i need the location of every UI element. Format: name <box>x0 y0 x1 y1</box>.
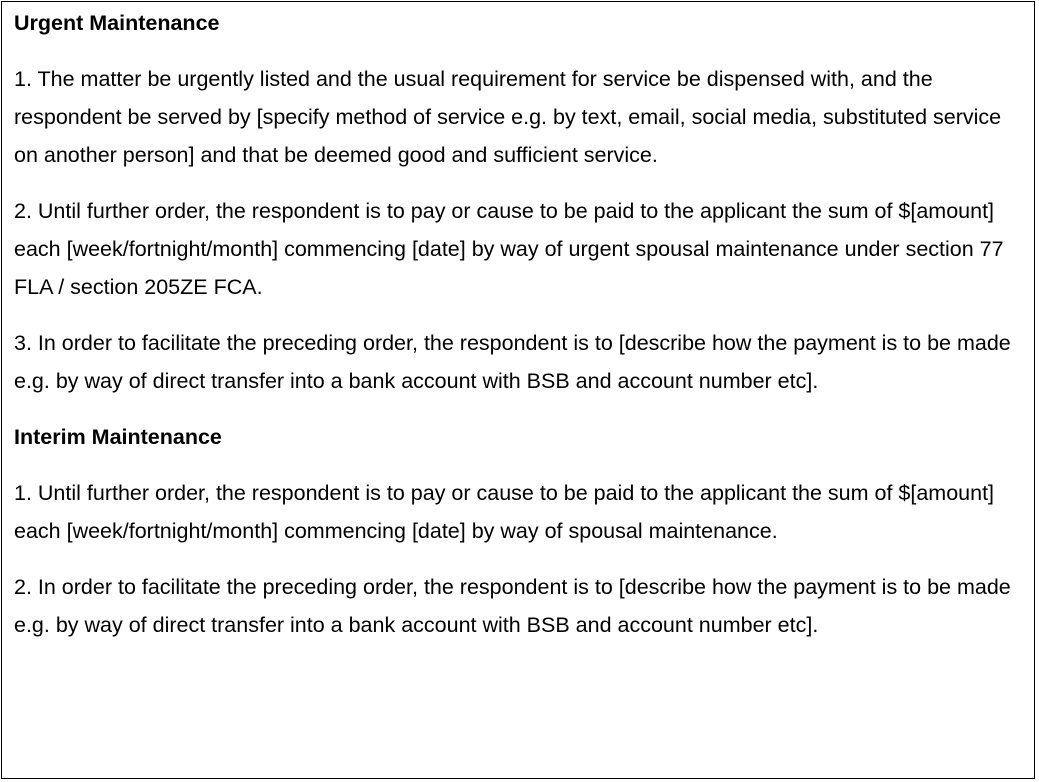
order-paragraph: 2. Until further order, the respondent is to pay or cause to be paid to the applicant the sum of $[amount] each [week/fortnight/month] commencing [date] by way of urgent spousal maintenance under section 77 FLA / section 205ZE FCA. <box>14 199 1004 299</box>
document-panel <box>1 1 1035 779</box>
section-urgent-maintenance <box>14 4 1022 400</box>
section-heading: Interim Maintenance <box>14 425 222 449</box>
order-paragraph: 1. Until further order, the respondent is to pay or cause to be paid to the applicant the sum of $[amount] each [week/fortnight/month] commencing [date] by way of spousal maintenance. <box>14 481 995 543</box>
section-interim-maintenance <box>14 418 1022 644</box>
order-paragraph: 2. In order to facilitate the preceding order, the respondent is to [describe how the payment is to be made e.g. by way of direct transfer into a bank account with BSB and account number etc]. <box>14 575 1011 637</box>
section-heading: Urgent Maintenance <box>14 11 220 35</box>
order-paragraph: 3. In order to facilitate the preceding order, the respondent is to [describe how the payment is to be made e.g. by way of direct transfer into a bank account with BSB and account number etc]. <box>14 331 1011 393</box>
order-paragraph: 1. The matter be urgently listed and the usual requirement for service be dispensed with, and the respondent be served by [specify method of service e.g. by text, email, social media, substituted service on another person] and that be deemed good and sufficient service. <box>14 67 1002 167</box>
